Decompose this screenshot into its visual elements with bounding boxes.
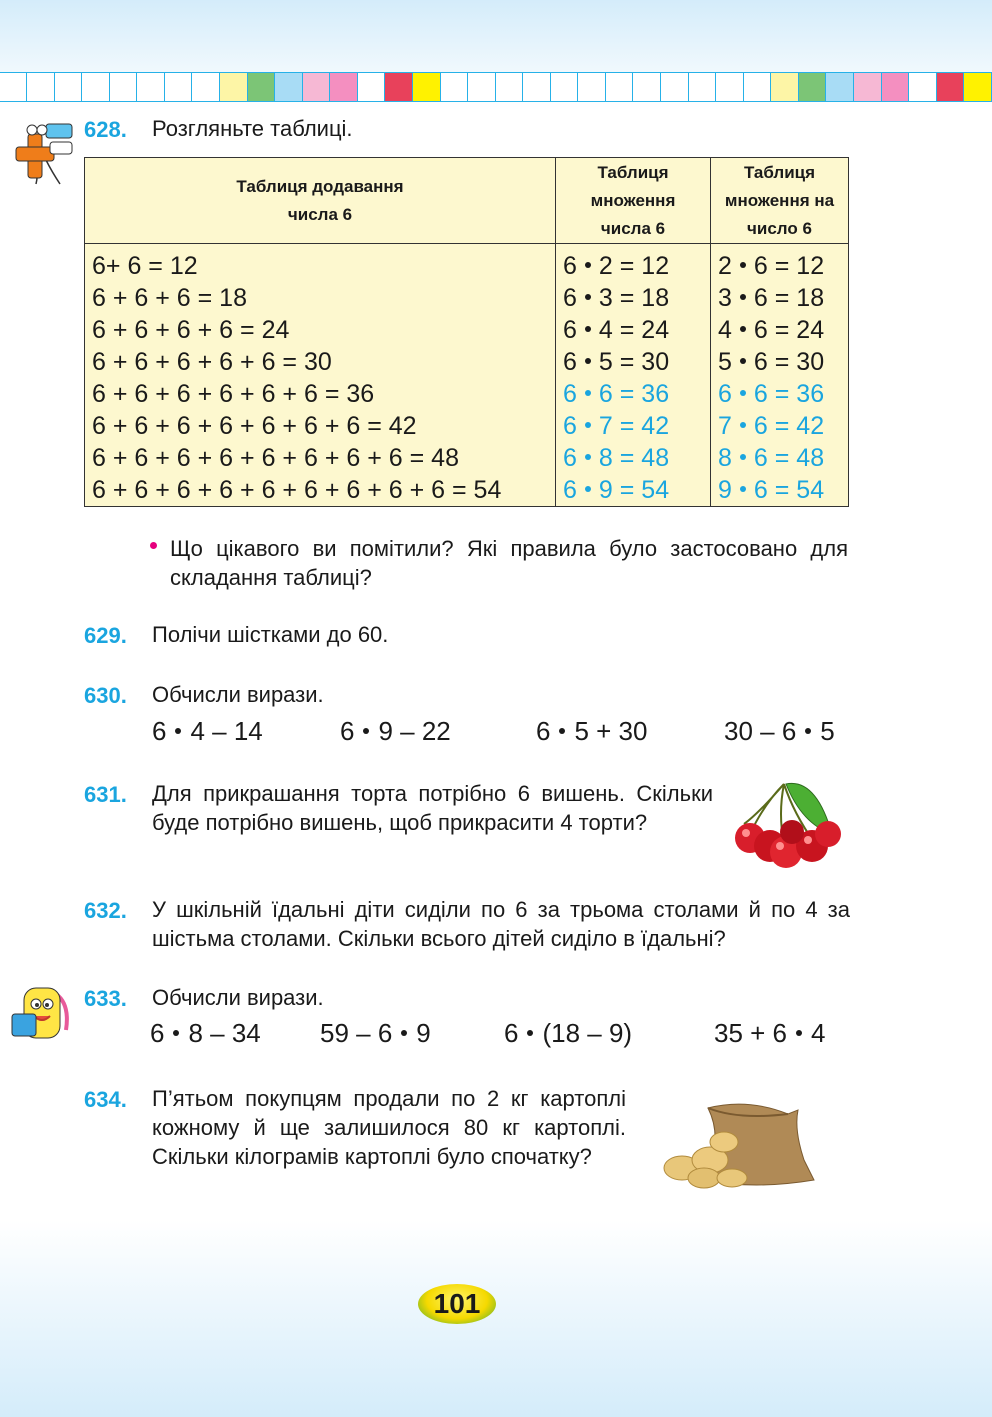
table-header: Таблиця множення числа 6 — [556, 158, 711, 244]
strip-square — [302, 72, 331, 102]
exercise-text: Для прикрашання торта потрібно 6 вишень. Скільки буде потрібно вишень, щоб прикрасити 4 торти? — [152, 781, 713, 835]
strip-square — [274, 72, 303, 102]
multiplication-row: 6 2 = 12 — [563, 252, 670, 280]
bullet-dot — [150, 542, 157, 549]
strip-square — [26, 72, 55, 102]
exercise-number: 628. — [84, 117, 127, 142]
exercise-number: 633. — [84, 986, 127, 1011]
exercise-text: Полічи шістками до 60. — [152, 622, 389, 647]
addition-row: 6 + 6 + 6 + 6 + 6 + 6 = 36 — [92, 380, 375, 408]
multiplication-row: 6 6 = 36 — [718, 380, 825, 408]
strip-square — [522, 72, 551, 102]
strip-square — [0, 72, 28, 102]
strip-square — [963, 72, 992, 102]
strip-square — [577, 72, 606, 102]
addition-row: 6 + 6 + 6 + 6 = 24 — [92, 316, 290, 344]
strip-square — [495, 72, 524, 102]
addition-row: 6 + 6 + 6 = 18 — [92, 284, 247, 312]
exercise-text: Розгляньте таблиці. — [152, 116, 353, 141]
multiplication-by-6-column — [711, 244, 849, 507]
multiplication-row: 7 6 = 42 — [718, 412, 825, 440]
strip-square — [908, 72, 937, 102]
multiplication-row: 8 6 = 48 — [718, 444, 825, 472]
multiplication-row: 6 9 = 54 — [563, 476, 670, 504]
addition-row: 6+ 6 = 12 — [92, 252, 198, 280]
multiplication-row: 3 6 = 18 — [718, 284, 825, 312]
question-text: Що цікавого ви помітили? Які правила було застосовано для складання таблиці? — [170, 536, 848, 590]
multiplication-row: 6 5 = 30 — [563, 348, 670, 376]
addition-column — [85, 244, 556, 507]
strip-square — [770, 72, 799, 102]
strip-square — [412, 72, 441, 102]
addition-row: 6 + 6 + 6 + 6 + 6 + 6 + 6 + 6 + 6 = 54 — [92, 476, 502, 504]
strip-square — [136, 72, 165, 102]
strip-square — [81, 72, 110, 102]
strip-square — [357, 72, 386, 102]
table-header: Таблиця додавання числа 6 — [85, 158, 556, 244]
multiplication-row: 2 6 = 12 — [718, 252, 825, 280]
backpack-icon — [10, 982, 72, 1044]
strip-square — [715, 72, 744, 102]
addition-row: 6 + 6 + 6 + 6 + 6 + 6 + 6 + 6 = 48 — [92, 444, 459, 472]
multiplication-row: 6 4 = 24 — [563, 316, 670, 344]
strip-square — [743, 72, 772, 102]
expression: 6 9 – 22 — [340, 716, 451, 746]
addition-row: 6 + 6 + 6 + 6 + 6 = 30 — [92, 348, 332, 376]
multiplication-row: 6 3 = 18 — [563, 284, 670, 312]
exercise-text: У шкільній їдальні діти сиділи по 6 за трьома столами й по 4 за шістьма столами. Скільки всього дітей сиділо в їдальні? — [152, 897, 850, 951]
multiplication-of-6-column — [556, 244, 711, 507]
strip-square — [164, 72, 193, 102]
multiplication-row: 9 6 = 54 — [718, 476, 825, 504]
multiplication-row: 5 6 = 30 — [718, 348, 825, 376]
strip-square — [191, 72, 220, 102]
exercise-number: 631. — [84, 782, 127, 807]
exercise-number: 632. — [84, 898, 127, 923]
cherries-illustration — [728, 776, 844, 872]
strip-square — [881, 72, 910, 102]
exercise-text: П’ятьом покупцям продали по 2 кг картоплі кожному й ще залишилося 80 кг картоплі. Скільки кілограмів картоплі було спочатку? — [152, 1086, 626, 1169]
multiplication-tables — [84, 157, 849, 507]
expression: 59 – 6 9 — [320, 1018, 431, 1048]
page-number: 101 — [418, 1284, 496, 1324]
strip-square — [688, 72, 717, 102]
strip-square — [384, 72, 413, 102]
strip-square — [660, 72, 689, 102]
multiplication-row: 6 6 = 36 — [563, 380, 670, 408]
strip-square — [329, 72, 358, 102]
strip-square — [219, 72, 248, 102]
expression: 6 (18 – 9) — [504, 1018, 633, 1048]
strip-square — [247, 72, 276, 102]
strip-square — [825, 72, 854, 102]
expression: 6 8 – 34 — [150, 1018, 261, 1048]
exercise-text: Обчисли вирази. — [152, 985, 324, 1010]
exercise-text: Обчисли вирази. — [152, 682, 324, 707]
strip-square — [853, 72, 882, 102]
strip-square — [109, 72, 138, 102]
exercise-number: 629. — [84, 623, 127, 648]
expression: 6 5 + 30 — [536, 716, 648, 746]
potato-sack-illustration — [658, 1098, 818, 1190]
table-header: Таблиця множення на число 6 — [711, 158, 849, 244]
math-signs-icon — [10, 118, 76, 188]
strip-square — [798, 72, 827, 102]
expression: 35 + 6 4 — [714, 1018, 826, 1048]
strip-square — [467, 72, 496, 102]
strip-square — [632, 72, 661, 102]
expression: 30 – 6 5 — [724, 716, 835, 746]
addition-row: 6 + 6 + 6 + 6 + 6 + 6 + 6 = 42 — [92, 412, 417, 440]
exercise-number: 630. — [84, 683, 127, 708]
multiplication-row: 6 7 = 42 — [563, 412, 670, 440]
strip-square — [936, 72, 965, 102]
strip-square — [440, 72, 469, 102]
exercise-number: 634. — [84, 1087, 127, 1112]
strip-square — [605, 72, 634, 102]
strip-square — [550, 72, 579, 102]
multiplication-row: 4 6 = 24 — [718, 316, 825, 344]
multiplication-row: 6 8 = 48 — [563, 444, 670, 472]
strip-square — [54, 72, 83, 102]
expression: 6 4 – 14 — [152, 716, 263, 746]
top-squares-strip — [0, 72, 992, 102]
